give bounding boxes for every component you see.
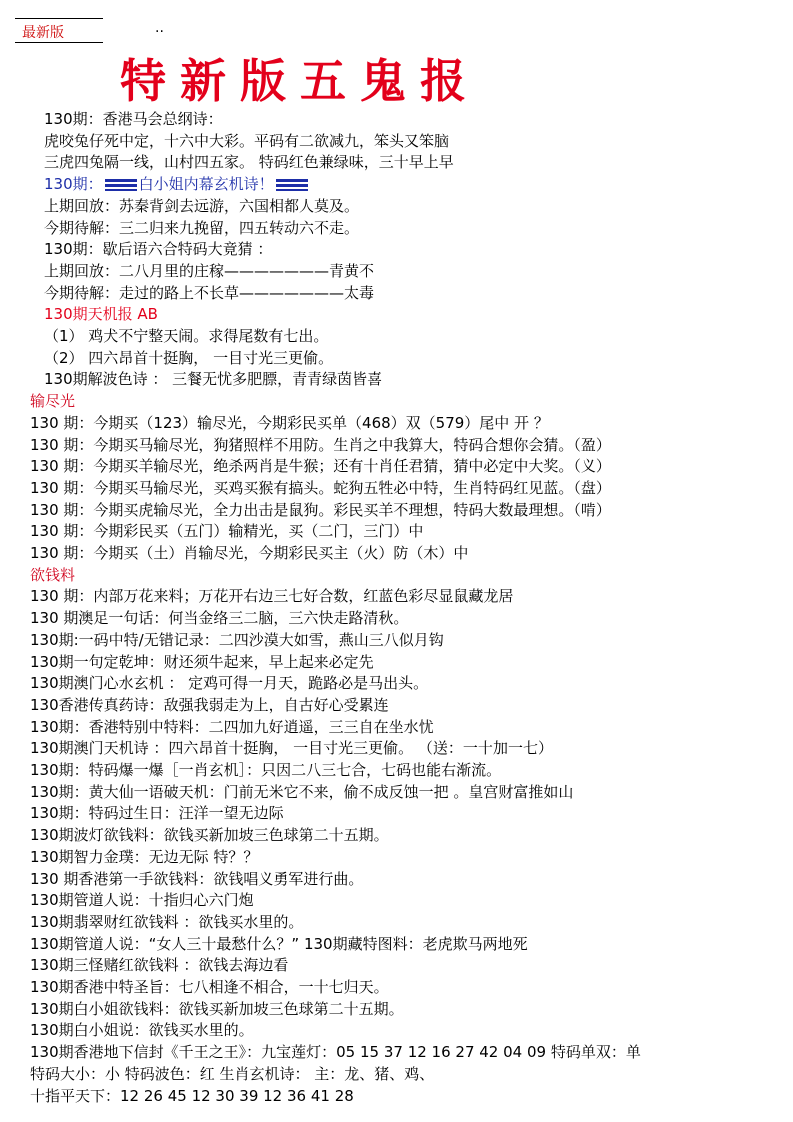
content-line: 130期：特码过生日：汪洋一望无边际	[30, 804, 284, 823]
content-line: 上期回放：苏秦背剑去远游，六国相都人莫及。	[44, 196, 360, 215]
content-line: （1） 鸡犬不宁整天闹。求得尾数有七出。	[44, 327, 329, 345]
content-line: 130期：香港特别中特料：二四加九好逍遥，三三自在坐水忧	[30, 717, 434, 736]
line-heading: 白小姐内幕玄机诗！	[138, 175, 274, 194]
stripe-flag-icon	[276, 179, 308, 191]
content-line	[44, 173, 310, 195]
content-line: 130期管道人说：十指归心六门炮	[30, 891, 254, 910]
content-line: 十指平天下：12 26 45 12 30 39 12 36 41 28	[30, 1086, 354, 1105]
content-line: 130期解波色诗 ： 三餐无忧多肥膘，青青绿茵皆喜	[44, 370, 383, 389]
line-prefix: 130期：	[44, 175, 103, 194]
content-line: 130 期：今期彩民买（五门）输精光，买（二门，三门）中	[30, 522, 424, 541]
content-line: 130 期：今期买（123）输尽光，今期彩民买单（468）双（579）尾中 开 ？	[30, 413, 549, 432]
content-line: 130期香港中特圣旨：七八相逢不相合，一十七归天。	[30, 978, 389, 996]
header-dots: ..	[155, 20, 164, 36]
content-line: 130期香港地下信封《千王之王》：九宝莲灯：05 15 37 12 16 27 42 04 09 特码单双：单	[30, 1043, 641, 1062]
content-line: 130 期：今期买虎输尽光，全力出击是鼠狗。彩民买羊不理想，特码大数最理想。（啃）	[30, 500, 611, 519]
content-line: 特码大小：小 特码波色：红 生肖玄机诗： 主：龙、猪、鸡、	[30, 1064, 435, 1083]
content-line: 130期三怪赌红欲钱料 ：欲钱去海边看	[30, 956, 289, 975]
top-rule-left	[15, 18, 103, 19]
content-line: 今期待解：走过的路上不长草———————太毒	[44, 283, 375, 302]
content-line: 虎咬兔仔死中定，十六中大彩。平码有二欲减九，笨头又笨脑	[44, 131, 450, 150]
content-line: 130期翡翠财红欲钱料 ：欲钱买水里的。	[30, 912, 304, 931]
content-line: 130期白小姐说：欲钱买水里的。	[30, 1021, 254, 1040]
content-line: 130 期澳足一句话：何当金络三二脑，三六快走路清秋。	[30, 609, 409, 628]
content-line: 130 期香港第一手欲钱料：欲钱唱义勇军进行曲。	[30, 869, 364, 888]
content-line: 130 期：今期买羊输尽光，绝杀两肖是牛猴；还有十肖任君猜，猜中必定中大奖。（义）	[30, 457, 611, 476]
content-line: 130香港传真药诗：敌强我弱走为上，自古好心受累连	[30, 695, 389, 714]
latest-version-badge: 最新版	[22, 25, 64, 41]
top-rule-under-badge	[15, 42, 103, 43]
content-line: 130期管道人说：“女人三十最愁什么？” 130期藏特图料：老虎欺马两地死	[30, 934, 528, 953]
content-line: 130期一句定乾坤：财还须牛起来，早上起来必定先	[30, 652, 374, 671]
page-title: 特新版五鬼报	[120, 54, 480, 108]
content-line: 130期波灯欲钱料：欲钱买新加坡三色球第二十五期。	[30, 826, 389, 845]
content-line: 130期：歇后语六合特码大竟猜 ：	[44, 240, 273, 259]
content-line: 今期待解：三二归来九挽留，四五转动六不走。	[44, 218, 360, 237]
content-line: 上期回放：二八月里的庄稼———————青黄不	[44, 261, 375, 280]
content-line: 欲钱料	[30, 565, 76, 584]
content-line: 130期智力金璞：无边无际 特？？	[30, 847, 259, 866]
content-line: 输尽光	[30, 392, 76, 411]
content-line: 130期：黄大仙一语破天机：门前无米它不来，偷不成反蚀一把 。皇宫财富推如山	[30, 782, 574, 801]
content-line: 130期:一码中特/无错记录：二四沙漠大如雪，燕山三八似月钩	[30, 630, 444, 649]
content-line: 130期：特码爆一爆［一肖玄机］：只因二八三七合，七码也能右渐流。	[30, 761, 502, 779]
content-line: 三虎四兔隔一线，山村四五家。 特码红色兼绿味，三十早上早	[44, 153, 454, 172]
stripe-flag-icon	[105, 179, 137, 191]
content-line: 130 期：今期买马输尽光，狗猪照样不用防。生肖之中我算大，特码合想你会猜。（盈）	[30, 435, 611, 454]
content-line: 130期天机报 AB	[44, 305, 158, 324]
content-line: 130期澳门心水玄机 ： 定鸡可得一月天，跪路必是马出头。	[30, 674, 429, 693]
content-line: 130期：香港马会总纲诗：	[44, 110, 223, 128]
content-line: 130期澳门天机诗 ：四六昂首十挺胸， 一目寸光三更偷。 （送：一十加一七）	[30, 739, 553, 758]
content-line: 130 期：内部万花来料；万花开右边三七好合数，红蓝色彩尽显鼠藏龙居	[30, 587, 514, 606]
content-line: 130 期：今期买马输尽光，买鸡买猴有搞头。蛇狗五牲必中特，生肖特码红见蓝。（盘）	[30, 478, 611, 497]
content-line: 130期白小姐欲钱料：欲钱买新加坡三色球第二十五期。	[30, 999, 404, 1018]
content-line: （2） 四六昂首十挺胸， 一目寸光三更偷。	[44, 348, 334, 367]
content-line: 130 期：今期买（土）肖输尽光，今期彩民买主（火）防（木）中	[30, 544, 469, 562]
